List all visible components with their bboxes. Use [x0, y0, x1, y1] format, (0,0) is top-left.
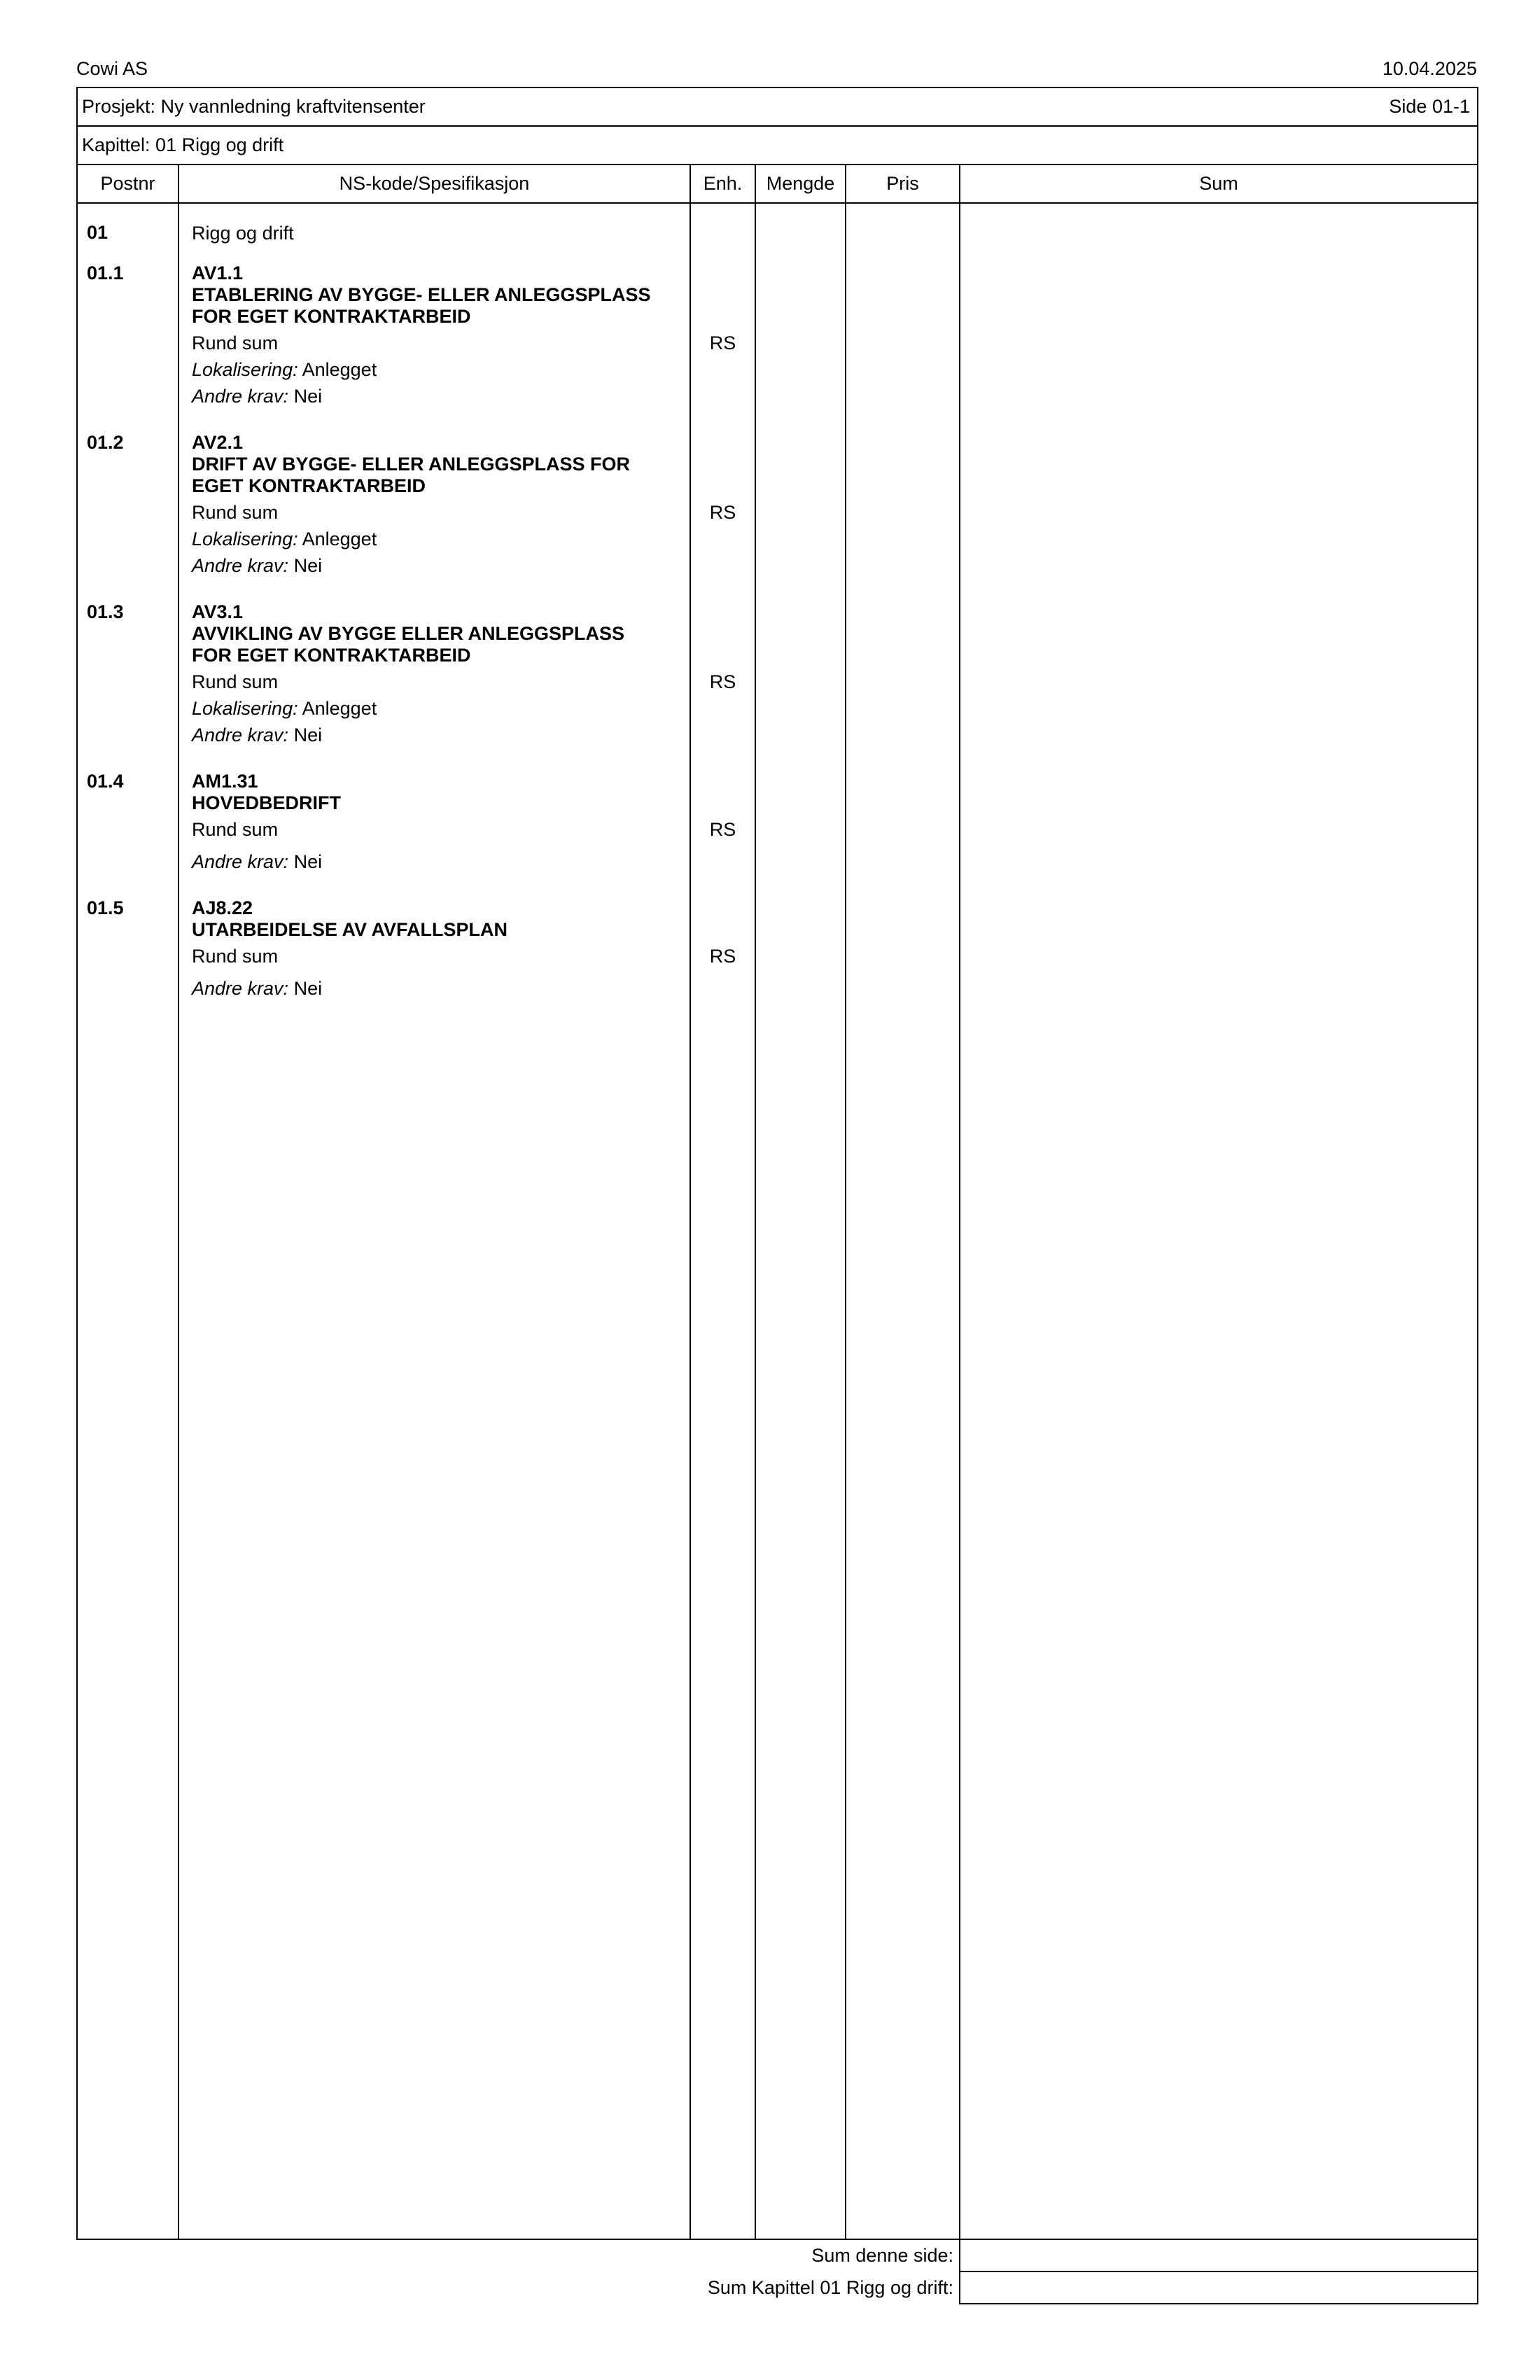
col-sep-price	[959, 164, 960, 2304]
localization-value: Anlegget	[298, 528, 377, 550]
item-title-line: EGET KONTRAKTARBEID	[192, 475, 426, 496]
page-number: Side 01-1	[1389, 96, 1470, 117]
item-other-requirements	[192, 385, 322, 407]
sum-page-box-bottom	[959, 2271, 1478, 2272]
item-title-line: AVVIKLING AV BYGGE ELLER ANLEGGSPLASS	[192, 623, 625, 644]
requirements-label: Andre krav:	[192, 555, 289, 576]
column-header-bottom-line	[76, 202, 1478, 204]
chapter-row-bottom-line	[76, 164, 1478, 165]
item-description: Rund sum	[192, 671, 279, 692]
requirements-value: Nei	[288, 555, 323, 576]
item-other-requirements	[192, 554, 322, 577]
col-header-price: Pris	[886, 173, 919, 194]
requirements-label: Andre krav:	[192, 386, 289, 407]
col-sep-qty	[845, 164, 846, 2239]
localization-label: Lokalisering:	[192, 698, 298, 719]
item-title-line: FOR EGET KONTRAKTARBEID	[192, 645, 471, 666]
item-localization	[192, 697, 377, 720]
col-header-qty: Mengde	[766, 173, 835, 194]
chapter-postnr: 01	[87, 222, 108, 243]
requirements-label: Andre krav:	[192, 978, 289, 999]
sum-chapter-box-bottom	[959, 2303, 1478, 2304]
item-description: Rund sum	[192, 946, 279, 967]
col-sep-unit	[755, 164, 756, 2239]
sum-chapter-label: Sum Kapittel 01 Rigg og drift:	[707, 2277, 953, 2298]
item-description: Rund sum	[192, 502, 279, 523]
col-header-postnr: Postnr	[100, 173, 155, 194]
item-title-line: HOVEDBEDRIFT	[192, 792, 342, 813]
requirements-value: Nei	[288, 851, 323, 872]
item-localization	[192, 358, 377, 381]
item-postnr: 01.3	[87, 601, 124, 622]
item-unit: RS	[709, 332, 736, 354]
item-unit: RS	[709, 946, 736, 967]
chapter-label: Kapittel: 01 Rigg og drift	[82, 134, 284, 155]
item-ns-code: AV2.1	[192, 432, 244, 453]
company-name: Cowi AS	[76, 58, 148, 79]
item-ns-code: AV1.1	[192, 262, 244, 284]
project-row-bottom-line	[76, 125, 1478, 127]
requirements-value: Nei	[288, 978, 323, 999]
item-title-line: ETABLERING AV BYGGE- ELLER ANLEGGSPLASS	[192, 284, 651, 305]
item-ns-code: AM1.31	[192, 771, 258, 792]
item-title-line: FOR EGET KONTRAKTARBEID	[192, 306, 471, 327]
document-date: 10.04.2025	[1382, 58, 1477, 79]
requirements-value: Nei	[288, 724, 323, 746]
sum-page-label: Sum denne side:	[811, 2245, 953, 2266]
item-postnr: 01.4	[87, 771, 124, 792]
frame-left-line	[76, 87, 78, 2239]
item-postnr: 01.2	[87, 432, 124, 453]
requirements-label: Andre krav:	[192, 724, 289, 746]
item-ns-code: AJ8.22	[192, 897, 253, 918]
project-label: Prosjekt: Ny vannledning kraftvitensenter	[82, 96, 426, 117]
col-header-spec: NS-kode/Spesifikasjon	[339, 173, 530, 194]
item-ns-code: AV3.1	[192, 601, 244, 622]
col-header-sum: Sum	[1199, 173, 1238, 194]
item-title-line: DRIFT AV BYGGE- ELLER ANLEGGSPLASS FOR	[192, 454, 631, 475]
item-postnr: 01.1	[87, 262, 124, 284]
chapter-title: Rigg og drift	[192, 223, 294, 244]
requirements-label: Andre krav:	[192, 851, 289, 872]
item-unit: RS	[709, 819, 736, 840]
localization-label: Lokalisering:	[192, 528, 298, 550]
requirements-value: Nei	[288, 386, 323, 407]
item-title-line: UTARBEIDELSE AV AVFALLSPLAN	[192, 919, 508, 940]
frame-top-line	[76, 87, 1478, 88]
col-header-unit: Enh.	[703, 173, 743, 194]
localization-label: Lokalisering:	[192, 359, 298, 380]
frame-right-line	[1477, 87, 1478, 2304]
item-unit: RS	[709, 671, 736, 692]
item-description: Rund sum	[192, 819, 279, 840]
item-other-requirements	[192, 850, 322, 873]
item-localization	[192, 528, 377, 550]
col-sep-postnr	[178, 164, 179, 2239]
localization-value: Anlegget	[298, 359, 377, 380]
item-description: Rund sum	[192, 332, 279, 354]
localization-value: Anlegget	[298, 698, 377, 719]
item-postnr: 01.5	[87, 897, 124, 918]
item-other-requirements	[192, 724, 322, 746]
col-sep-spec	[690, 164, 691, 2239]
item-unit: RS	[709, 502, 736, 523]
item-other-requirements	[192, 977, 322, 1000]
table-bottom-line	[76, 2239, 1478, 2240]
